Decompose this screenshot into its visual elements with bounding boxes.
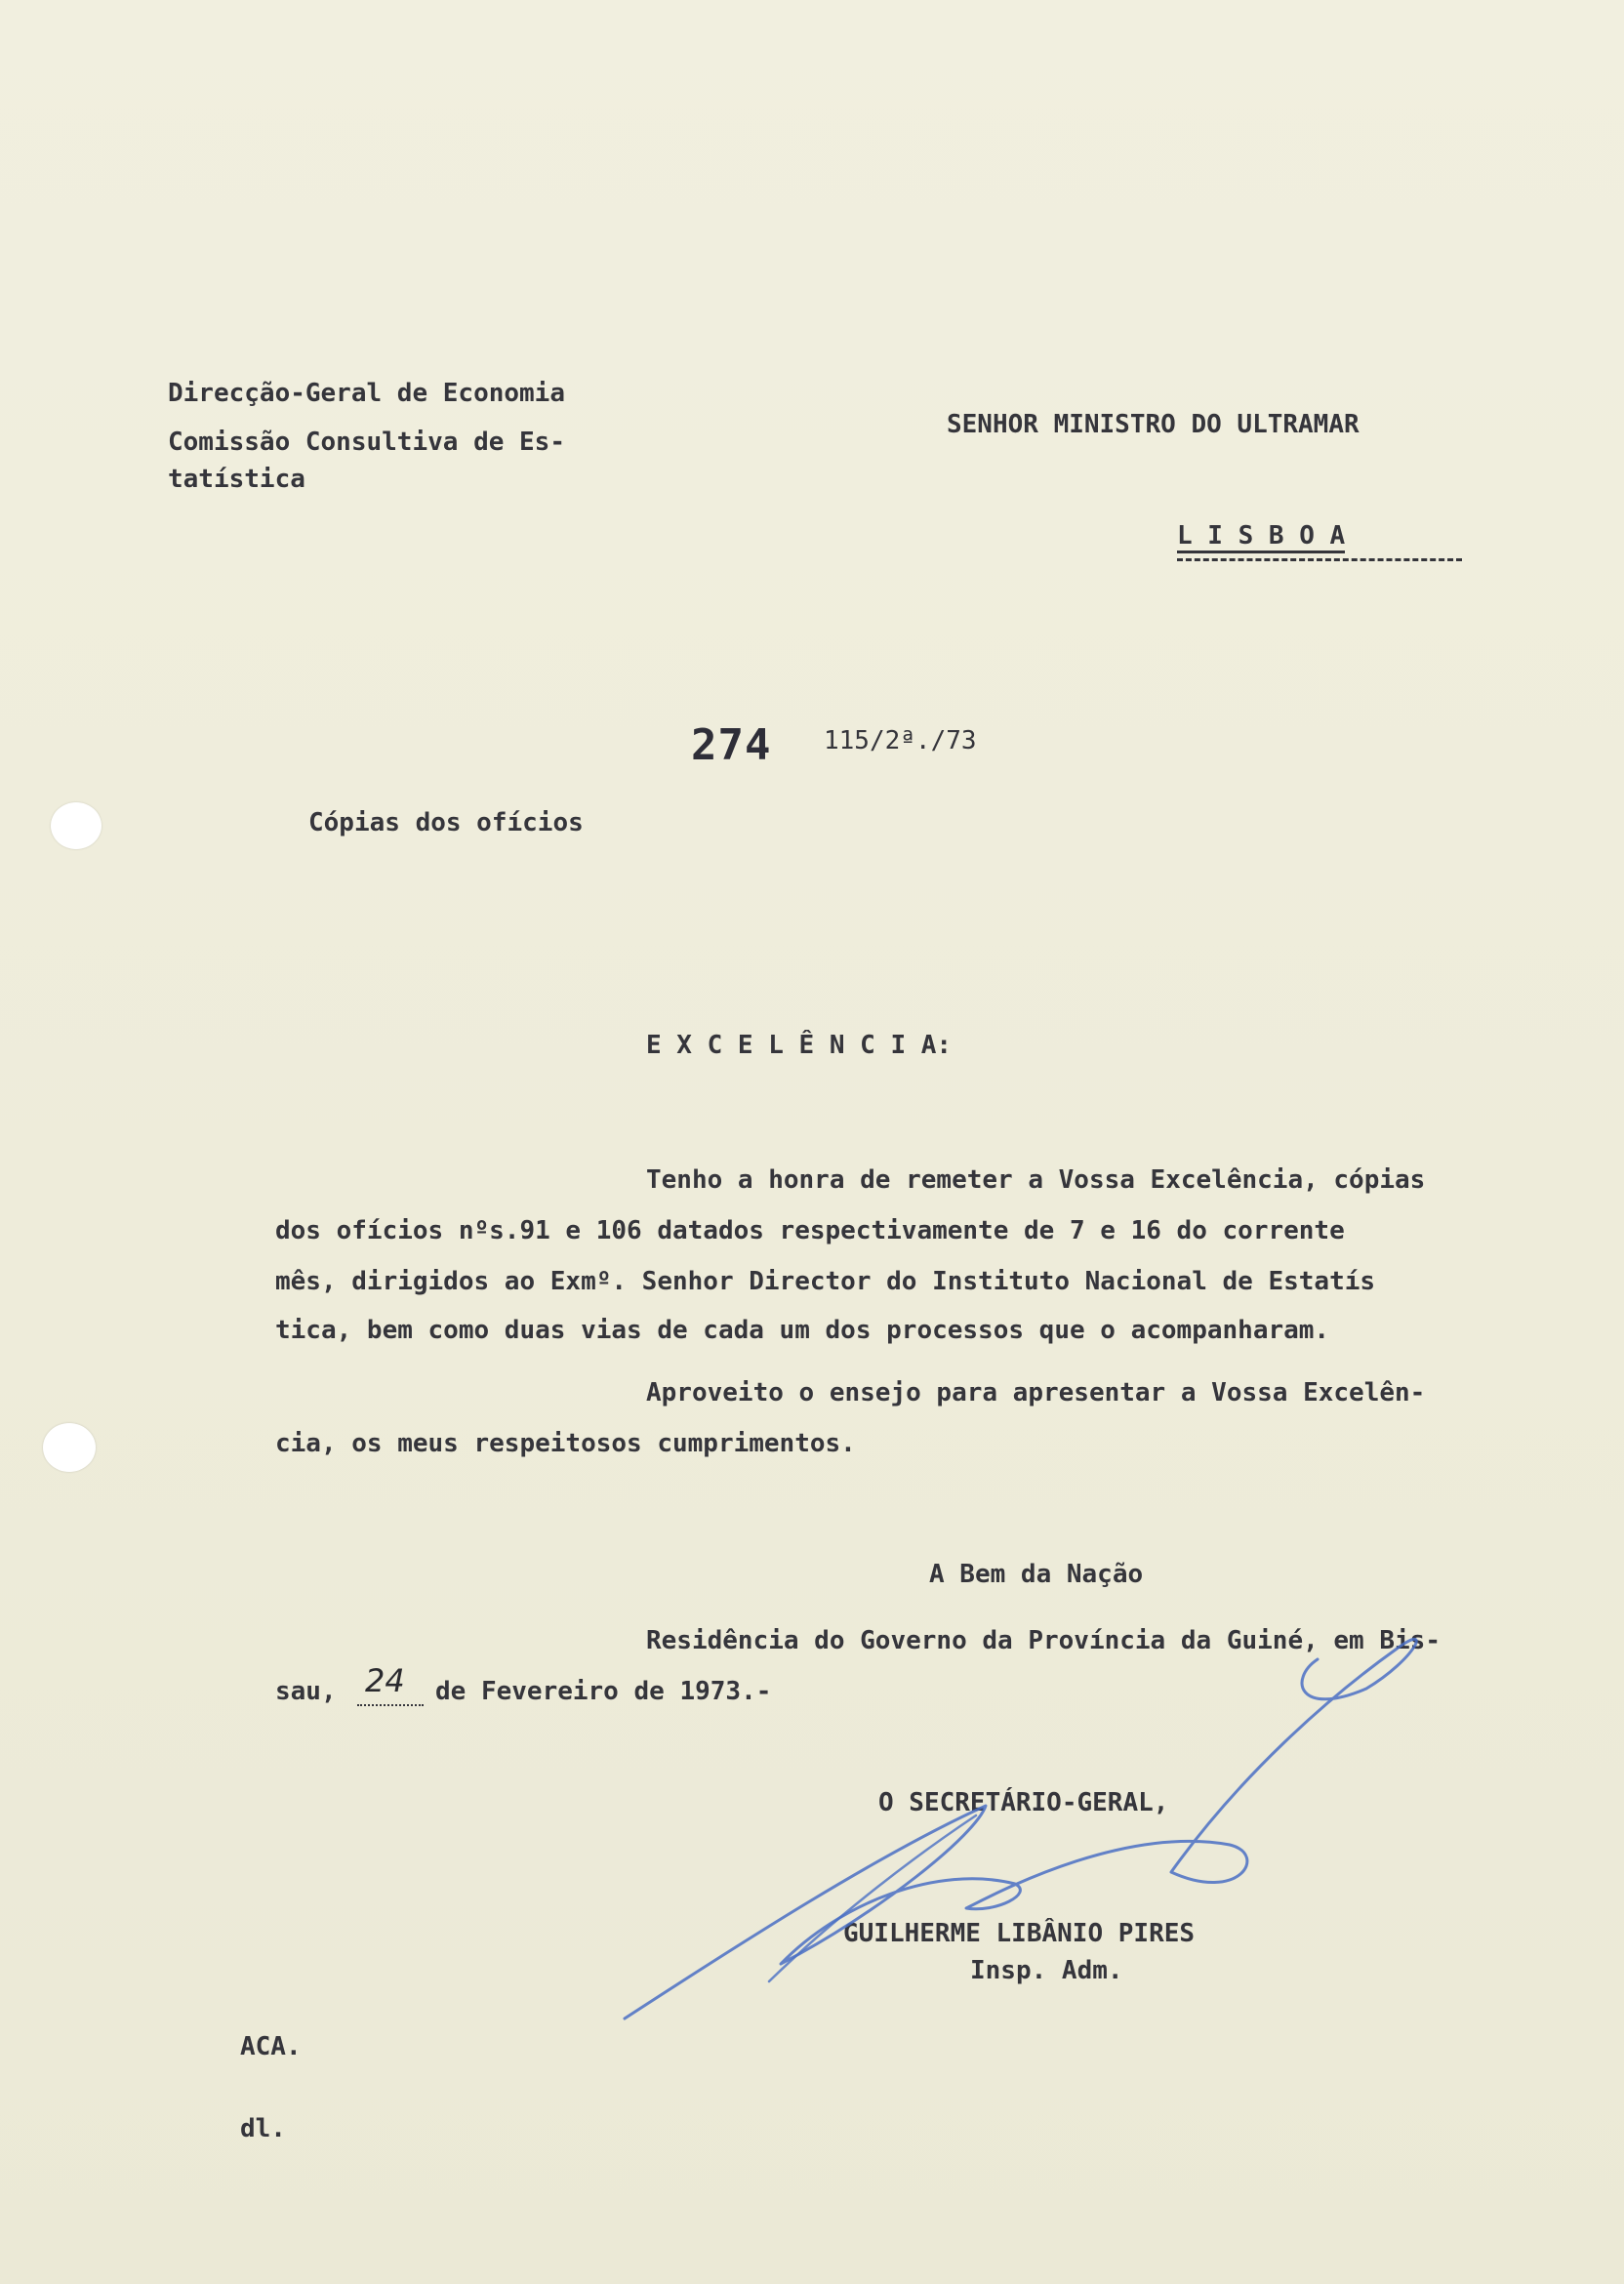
body-paragraph-1-line-3: mês, dirigidos ao Exmº. Senhor Director do Instituto Nacional de Estatís — [275, 1267, 1376, 1296]
body-paragraph-2-line-2: cia, os meus respeitosos cumprimentos. — [275, 1429, 856, 1458]
recipient-city-double-underline — [1177, 558, 1462, 561]
initials-line-1: ACA. — [240, 2032, 302, 2061]
closing-place-line-1: Residência do Governo da Província da Guiné, em Bis- — [646, 1626, 1441, 1655]
signatory-title: Insp. Adm. — [970, 1956, 1123, 1985]
subject-line: Cópias dos ofícios — [308, 808, 584, 837]
body-paragraph-1-line-4: tica, bem como duas vias de cada um dos processos que o acompanharam. — [275, 1316, 1330, 1345]
closing-place-line-2-prefix: sau, — [275, 1677, 337, 1706]
reference-code: 115/2ª./73 — [824, 726, 977, 755]
salutation: E X C E L Ê N C I A: — [646, 1031, 953, 1060]
reference-stamp-number: 274 — [691, 720, 772, 770]
signatory-name: GUILHERME LIBÂNIO PIRES — [843, 1919, 1196, 1948]
sender-line-2: Comissão Consultiva de Es- — [168, 428, 565, 457]
punch-hole-lower — [43, 1423, 96, 1472]
signatory-role: O SECRETÁRIO-GERAL, — [878, 1788, 1169, 1817]
body-paragraph-1-line-2: dos ofícios nºs.91 e 106 datados respectivamente de 7 e 16 do corrente — [275, 1216, 1345, 1245]
body-paragraph-1-line-1: Tenho a honra de remeter a Vossa Excelência, cópias — [646, 1165, 1426, 1195]
day-blank-line — [357, 1704, 424, 1706]
recipient-city: L I S B O A — [1177, 523, 1345, 553]
closing-motto: A Bem da Nação — [929, 1560, 1144, 1589]
sender-line-1: Direcção-Geral de Economia — [168, 379, 565, 408]
body-paragraph-2-line-1: Aproveito o ensejo para apresentar a Vossa Excelên- — [646, 1378, 1426, 1407]
punch-hole-upper — [51, 802, 102, 849]
recipient-title: SENHOR MINISTRO DO ULTRAMAR — [947, 410, 1360, 439]
handwritten-day: 24 — [365, 1662, 405, 1699]
sender-line-3: tatística — [168, 465, 305, 494]
initials-line-2: dl. — [240, 2114, 286, 2143]
closing-place-line-2-suffix: de Fevereiro de 1973.- — [435, 1677, 772, 1706]
